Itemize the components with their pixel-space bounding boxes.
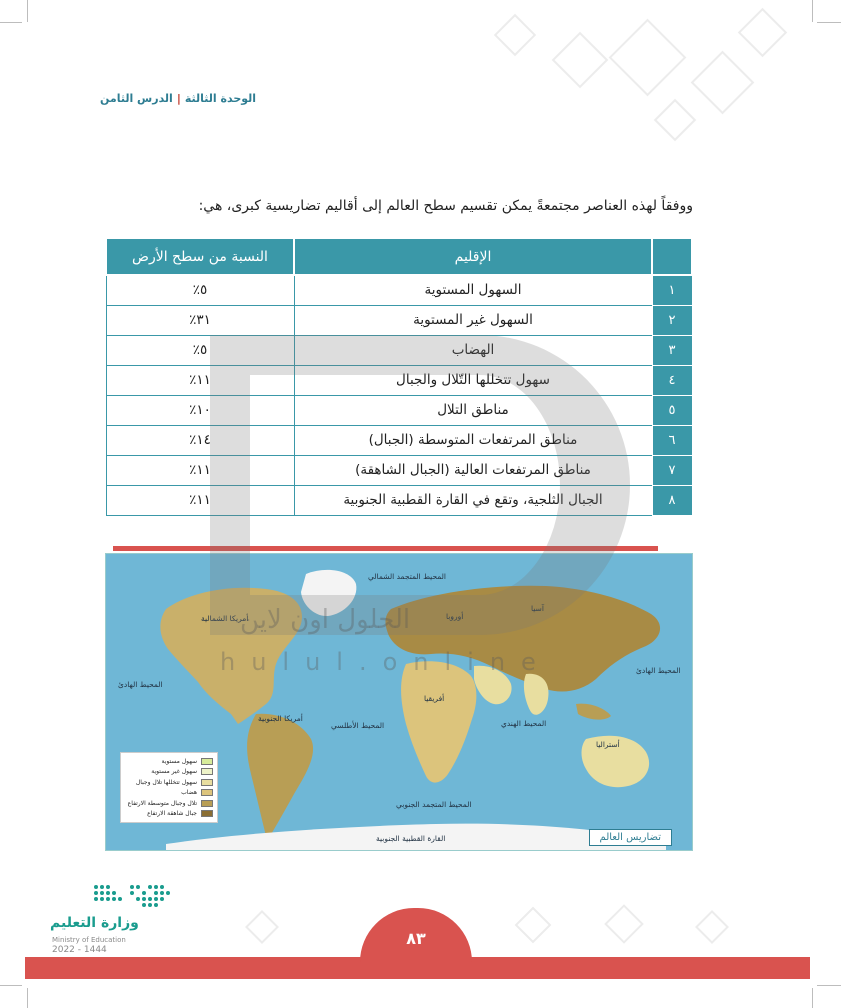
legend-swatch: [201, 810, 213, 817]
legend-label: سهول غير مستوية: [151, 768, 197, 776]
row-percent: ١١٪: [106, 455, 294, 485]
row-region: الهضاب: [294, 335, 652, 365]
label-pacific-west: المحيط الهادئ: [118, 680, 163, 689]
decorative-pattern: [604, 904, 644, 944]
decorative-pattern: [609, 19, 687, 97]
legend-item: [125, 788, 213, 799]
row-number: ٣: [652, 335, 692, 365]
legend-swatch: [201, 758, 213, 765]
table-row: [106, 425, 692, 455]
world-relief-map: [105, 553, 693, 851]
row-percent: ١١٪: [106, 485, 294, 515]
map-legend: [120, 752, 218, 823]
decorative-pattern: [695, 910, 729, 944]
table-header-row: [106, 238, 692, 275]
decorative-pattern: [552, 32, 609, 89]
page-number-tab: [360, 908, 472, 962]
page-number: ٨٣: [406, 928, 426, 948]
legend-swatch: [201, 789, 213, 796]
decorative-pattern: [654, 99, 696, 141]
row-region: الجبال الثلجية، وتقع في القارة القطبية الجنوبية: [294, 485, 652, 515]
table-row: [106, 305, 692, 335]
row-percent: ١٠٪: [106, 395, 294, 425]
row-region: مناطق المرتفعات العالية (الجبال الشاهقة): [294, 455, 652, 485]
legend-swatch: [201, 768, 213, 775]
row-number: ٥: [652, 395, 692, 425]
label-arctic-ocean: المحيط المتجمد الشمالي: [368, 572, 446, 581]
watermark-arabic: الحلول اون لاين: [240, 605, 411, 635]
label-atlantic: المحيط الأطلسي: [331, 721, 385, 730]
table-header-percent: النسبة من سطح الأرض: [106, 238, 294, 275]
table-row: [106, 335, 692, 365]
crop-mark: [817, 985, 841, 986]
table-row: [106, 485, 692, 515]
regions-table: [105, 237, 693, 516]
label-indian: المحيط الهندي: [501, 719, 547, 728]
ministry-name: وزارة التعليم: [50, 915, 139, 931]
table-row: [106, 365, 692, 395]
row-number: ٦: [652, 425, 692, 455]
crop-mark: [812, 0, 813, 22]
decorative-pattern: [738, 8, 787, 57]
row-region: مناطق التلال: [294, 395, 652, 425]
legend-item: [125, 809, 213, 820]
legend-label: هضاب: [181, 789, 197, 797]
crop-mark: [27, 0, 28, 22]
crop-mark: [812, 988, 813, 1008]
legend-label: جبال شاهقة الارتفاع: [147, 810, 197, 818]
legend-swatch: [201, 779, 213, 786]
crop-mark: [817, 22, 841, 23]
section-divider: [113, 546, 658, 551]
decorative-pattern: [494, 14, 536, 56]
crop-mark: [27, 988, 28, 1008]
ministry-name-english: Ministry of Education: [52, 936, 126, 944]
legend-item: [125, 798, 213, 809]
lesson-label: الدرس الثامن: [100, 92, 173, 105]
label-southern-ocean: المحيط المتجمد الجنوبي: [396, 800, 472, 809]
label-asia: آسيا: [531, 604, 544, 613]
decorative-pattern: [691, 51, 755, 115]
table-header-region: الإقليم: [294, 238, 652, 275]
row-number: ٢: [652, 305, 692, 335]
map-caption: تضاريس العالم: [589, 829, 672, 846]
label-north-america: أمريكا الشمالية: [201, 614, 249, 623]
row-region: مناطق المرتفعات المتوسطة (الجبال): [294, 425, 652, 455]
legend-label: سهول تتخللها تلال وجبال: [135, 778, 197, 786]
row-region: السهول المستوية: [294, 275, 652, 305]
edition-year: 2022 - 1444: [52, 945, 107, 955]
row-number: ٨: [652, 485, 692, 515]
label-europe: أوروبا: [446, 612, 464, 621]
legend-item: [125, 777, 213, 788]
legend-item: [125, 767, 213, 778]
ministry-logo-icon: [92, 883, 172, 911]
row-percent: ١٤٪: [106, 425, 294, 455]
unit-label: الوحدة الثالثة: [184, 92, 257, 105]
breadcrumb-separator: |: [176, 92, 181, 105]
row-percent: ٥٪: [106, 335, 294, 365]
row-percent: ٣١٪: [106, 305, 294, 335]
crop-mark: [0, 22, 22, 23]
row-number: ١: [652, 275, 692, 305]
label-africa: أفريقيا: [424, 694, 445, 703]
decorative-pattern: [515, 907, 552, 944]
row-percent: ٥٪: [106, 275, 294, 305]
row-region: السهول غير المستوية: [294, 305, 652, 335]
decorative-pattern: [245, 910, 279, 944]
label-australia: أستراليا: [596, 740, 620, 749]
table-row: [106, 455, 692, 485]
legend-item: [125, 756, 213, 767]
table-row: [106, 395, 692, 425]
row-number: ٧: [652, 455, 692, 485]
table-row: [106, 275, 692, 305]
table-header-number: [652, 238, 692, 275]
breadcrumb: [100, 92, 256, 105]
legend-swatch: [201, 800, 213, 807]
intro-paragraph: ووفقاً لهذه العناصر مجتمعةً يمكن تقسيم سطح العالم إلى أقاليم تضاريسية كبرى، هي:: [198, 198, 693, 214]
row-region: سهول تتخللها التّلال والجبال: [294, 365, 652, 395]
row-number: ٤: [652, 365, 692, 395]
row-percent: ١١٪: [106, 365, 294, 395]
label-pacific-east: المحيط الهادئ: [636, 666, 681, 675]
legend-label: تلال وجبال متوسطة الارتفاع: [127, 799, 197, 807]
label-south-america: أمريكا الجنوبية: [258, 714, 303, 723]
label-antarctica: القارة القطبية الجنوبية: [376, 834, 446, 843]
watermark-latin: hulul.online: [220, 648, 552, 676]
legend-label: سهول مستوية: [161, 757, 197, 765]
crop-mark: [0, 985, 22, 986]
